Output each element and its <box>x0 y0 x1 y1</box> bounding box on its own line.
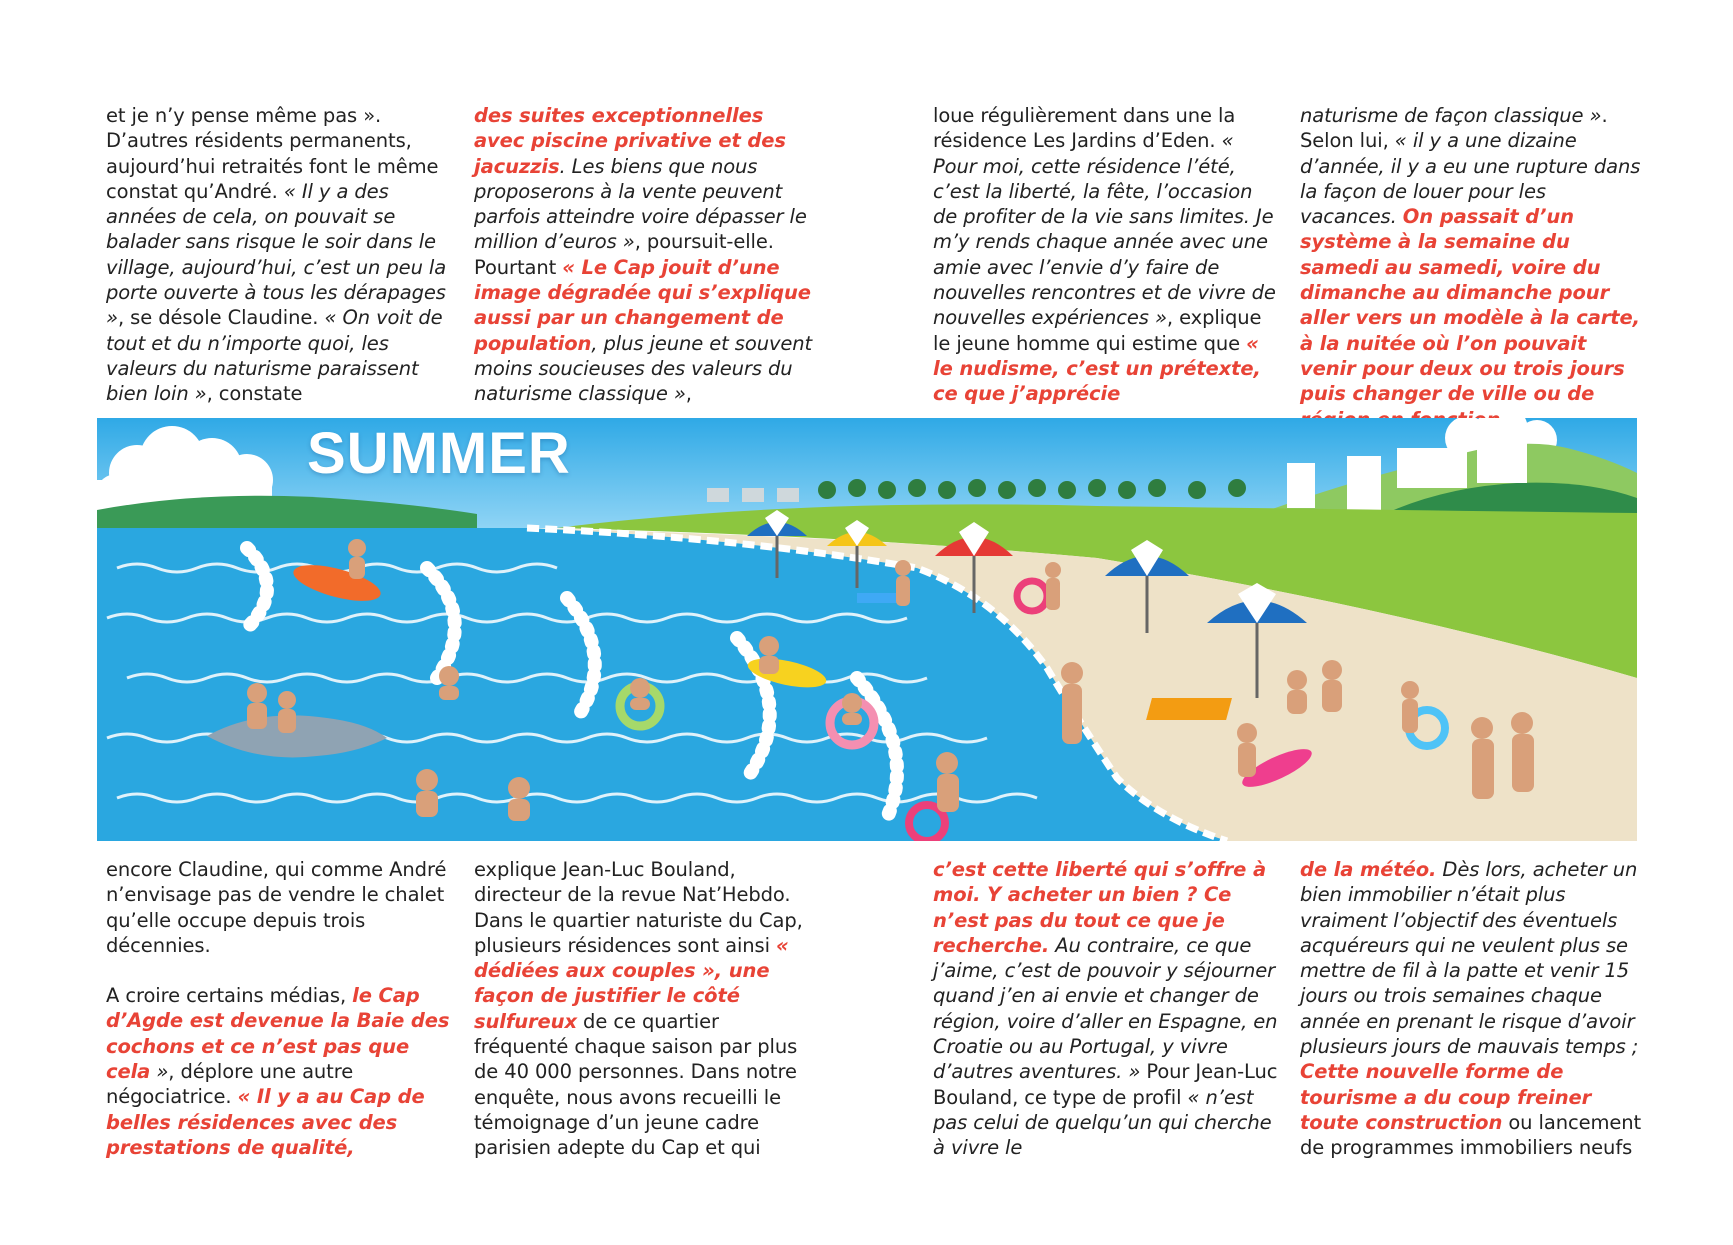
paragraph <box>106 983 451 1160</box>
text-run: « Pour moi, cette résidence l’été, c’est la liberté, la fête, l’occasion de profiter de la vie sans limites. Je m’y rends chaque année avec une amie avec l’envie d’y faire de nouvelles rencontres et de vivre de nouvelles expériences » <box>933 129 1276 330</box>
paragraph <box>474 103 819 407</box>
paragraph <box>474 857 819 1161</box>
text-run: , <box>685 382 692 406</box>
beach-towel <box>1146 698 1232 720</box>
text-run: « n’est pas celui de quelqu’un qui cherche à vivre le <box>933 1085 1272 1160</box>
summer-banner: SUMMER <box>307 421 571 486</box>
person-ring <box>842 693 862 725</box>
paragraph <box>1300 857 1645 1161</box>
highlighted-text: « Le Cap jouit d’une image dégradée qui s’explique aussi par un changement de population <box>474 255 811 355</box>
text-run: loue régulièrement dans une la résidence Les Jardins d’Eden. <box>933 104 1236 153</box>
paragraph <box>106 103 451 407</box>
paragraph <box>1300 103 1645 432</box>
paragraph <box>933 103 1278 407</box>
highlighted-text: On passait d’un système à la semaine du samedi au samedi, voire du dimanche au dimanche pour aller vers un modèle à la carte, à la nuitée où l’on pouvait venir pour deux ou trois jours puis changer de ville ou de <box>1300 205 1640 406</box>
text-run: encore Claudine, qui comme André n’envisage pas de vendre le chalet qu’elle occupe depuis trois décennies. <box>106 858 447 957</box>
beach-huts <box>707 488 799 502</box>
article-column-top-right <box>1300 103 1645 432</box>
person-swimmer-1 <box>439 666 459 700</box>
text-run: , plus jeune et souvent moins soucieuses des valeurs du naturisme classique » <box>474 331 813 406</box>
text-run: naturisme de façon classique » <box>1300 104 1602 127</box>
person-walker-1 <box>895 560 911 606</box>
person-man <box>1471 717 1494 799</box>
highlighted-text: « Il y a au Cap de belles résidences avec des prestations de qualité, <box>106 1085 425 1159</box>
beach-illustration <box>97 418 1637 841</box>
text-run: D’autres résidents permanents, aujourd’hui retraités font le même constat qu’André. <box>106 129 439 203</box>
paragraph <box>106 857 451 958</box>
highlighted-text: c’est cette liberté qui s’offre à moi. Y acheter un bien ? Ce n’est pas du tout ce que je recherche. <box>933 858 1267 957</box>
text-run: de ce quartier fréquenté chaque saison par plus de 40 000 personnes. Dans notre enquête, nous avons recueilli le témoignage d’un jeune cadre parisien adepte du Cap et qui <box>474 1009 798 1160</box>
highlighted-text: « le nudisme, c’est un prétexte, ce que j’apprécie <box>933 331 1261 406</box>
text-run: explique Jean-Luc Bouland, directeur de la revue Nat’Hebdo. Dans le quartier naturiste du Cap, plusieurs résidences sont ainsi <box>474 858 803 957</box>
person-surfer <box>348 539 366 579</box>
text-run: . Selon lui, <box>1300 104 1608 153</box>
text-run: et je n’y pense même pas ». <box>106 104 382 127</box>
person-sitting-2 <box>1322 660 1342 712</box>
person-shore <box>936 752 959 812</box>
person-dolphin-2 <box>278 691 296 733</box>
article-column-bottom-left <box>106 857 451 1160</box>
article-column-top-center-right <box>933 103 1278 407</box>
text-run: » <box>150 1060 169 1084</box>
person-standing-1 <box>1061 662 1083 744</box>
text-run: « il y a une dizaine d’année, il y a eu une rupture dans la façon de louer pour les vacances. <box>1300 129 1641 229</box>
text-run: . Les biens que nous proposerons à la vente peuvent parfois atteindre voire dépasser le million d’euros » <box>474 154 807 254</box>
text-run: « On voit de tout et du n’importe quoi, les valeurs du naturisme paraissent bien loin » <box>106 306 443 406</box>
person-dolphin-1 <box>247 683 267 729</box>
person-child-surf <box>1237 723 1257 777</box>
text-run: Au contraire, ce que j’aime, c’est de pouvoir y séjourner quand j’en ai envie et changer de région, voire d’aller en Espagne, en Croatie ou au Portugal, y vivre d’autres aventures. » <box>933 933 1278 1084</box>
person-child-1 <box>416 769 438 817</box>
beach-towel-small <box>857 593 897 603</box>
text-run: Pour Jean-Luc Bouland, ce type de profil <box>933 1060 1278 1109</box>
text-run: « Il y a des années de cela, on pouvait se balader sans risque le soir dans le village, aujourd’hui, c’est un peu la porte ouverte à tous les dérapages » <box>106 179 447 330</box>
highlighted-text: de la météo. <box>1300 858 1437 881</box>
article-column-bottom-right <box>1300 857 1645 1161</box>
text-run: A croire certains médias, <box>106 984 353 1008</box>
person-child-beach <box>1401 681 1419 733</box>
text-run: Dès lors, acheter un bien immobilier n’était plus vraiment l’objectif des éventuels acquéreurs qui ne veulent plus se mettre de fil à la patte et venir 15 jours ou trois semaines chaque année en prenant le risque d’avoir plusieurs jours de mauvais temps ; <box>1300 858 1639 1059</box>
person-walker-2 <box>1045 562 1061 610</box>
person-sitting-1 <box>1287 670 1307 714</box>
article-column-top-left <box>106 103 451 407</box>
article-column-bottom-center-left <box>474 857 819 1161</box>
highlighted-text: Cette nouvelle forme de tourisme a du coup freiner toute construction <box>1300 1060 1592 1134</box>
text-run: , se désole Claudine. <box>117 306 325 330</box>
text-run: , constate <box>206 382 303 406</box>
paragraph <box>933 857 1278 1161</box>
text-run: , déplore une autre négociatrice. <box>106 1060 354 1109</box>
text-run: , explique le jeune homme qui estime que <box>933 306 1262 355</box>
highlighted-text: le Cap d’Agde est devenue la Baie des cochons et ce n’est pas que cela <box>106 984 450 1084</box>
article-column-top-center-left <box>474 103 819 407</box>
highlighted-text: des suites exceptionnelles avec piscine privative et des jacuzzis <box>474 104 786 178</box>
text-run: , poursuit-elle. Pourtant <box>474 230 774 279</box>
person-swimmer-2 <box>630 678 650 710</box>
article-column-bottom-center-right <box>933 857 1278 1161</box>
text-run: ou lancement de programmes immobiliers neufs <box>1300 1110 1642 1160</box>
person-woman <box>1511 712 1534 792</box>
highlighted-text: « dédiées aux couples », une façon de justifier le côté sulfureux <box>474 933 789 1033</box>
